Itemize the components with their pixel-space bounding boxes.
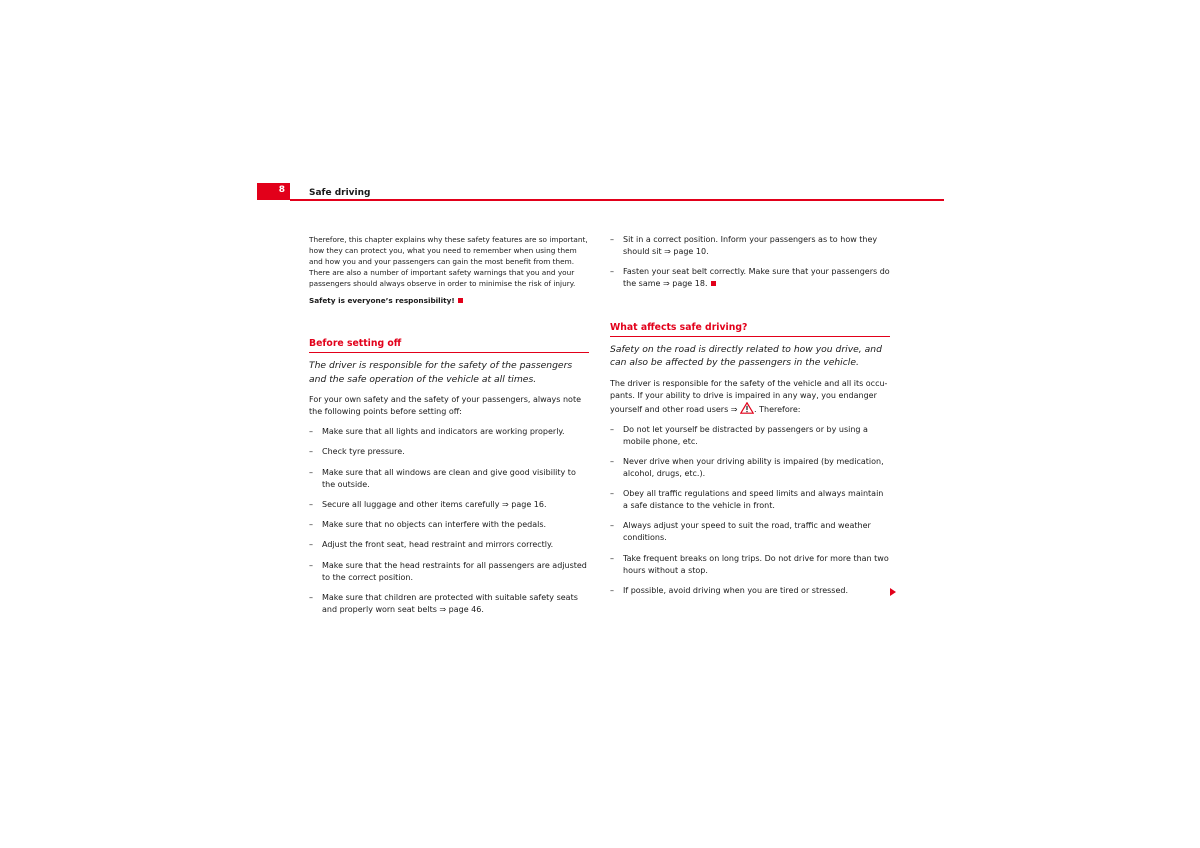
checklist-safe-driving xyxy=(610,424,890,597)
checklist-before-setting-off xyxy=(309,426,589,616)
end-square-icon xyxy=(711,281,716,286)
section-intro: Safety on the road is directly related to how you drive, and can also be affected by the passengers in the vehicle. xyxy=(610,343,882,369)
list-item: – Never drive when your driving ability is impaired (by medication, alcohol, drugs, etc.). xyxy=(610,456,890,480)
page-number: 8 xyxy=(278,185,285,195)
section-lead-text: The driver is responsible for the safety of the vehicle and all its occu-pants. If your ability to drive is impaired in any way, you endanger yourself and other road users ⇒ xyxy=(610,378,888,414)
checklist-continued xyxy=(610,234,890,290)
list-item: – Sit in a correct position. Inform your passengers as to how they should sit ⇒ page 10. xyxy=(610,234,890,258)
list-item: – Obey all traffic regulations and speed limits and always maintain a safe distance to the vehicle in front. xyxy=(610,488,890,512)
running-title: Safe driving xyxy=(309,188,371,198)
list-item: – Adjust the front seat, head restraint and mirrors correctly. xyxy=(309,539,589,551)
header-divider xyxy=(290,199,944,201)
section-lead xyxy=(610,378,890,416)
responsibility-line xyxy=(309,295,589,306)
intro-paragraph: Therefore, this chapter explains why these safety features are so important, how they can protect you, what you need to remember when using them and how you and your passengers can gain the most benefit from them. There are also a number of important safety warnings that you and your passengers should always observe in order to minimise the risk of injury. xyxy=(309,235,588,288)
list-item: – Always adjust your speed to suit the road, traffic and weather conditions. xyxy=(610,520,890,544)
section-heading-before-setting-off: Before setting off xyxy=(309,337,589,353)
list-item: – Check tyre pressure. xyxy=(309,446,589,458)
list-item: – Make sure that no objects can interfere with the pedals. xyxy=(309,519,589,531)
section-intro: The driver is responsible for the safety of the passengers and the safe operation of the vehicle at all times. xyxy=(309,360,573,385)
left-column xyxy=(309,234,589,624)
section-heading-what-affects-safe-driving: What affects safe driving? xyxy=(610,321,890,337)
list-item: – Take frequent breaks on long trips. Do not drive for more than two hours without a stop. xyxy=(610,553,890,577)
end-square-icon xyxy=(458,298,463,303)
list-item: – Secure all luggage and other items carefully ⇒ page 16. xyxy=(309,499,589,511)
list-item: – Make sure that children are protected with suitable safety seats and properly worn seat belts ⇒ page 46. xyxy=(309,592,589,616)
page-number-badge xyxy=(257,183,290,200)
list-item: – Make sure that all lights and indicators are working properly. xyxy=(309,426,589,438)
list-item-text: Fasten your seat belt correctly. Make sure that your passengers do the same ⇒ page 18. xyxy=(623,267,890,289)
list-item xyxy=(610,266,890,290)
list-item: – Make sure that all windows are clean and give good visibility to the outside. xyxy=(309,467,589,491)
list-item: – Make sure that the head restraints for all passengers are adjusted to the correct position. xyxy=(309,560,589,584)
warning-triangle-icon xyxy=(740,402,754,414)
right-column xyxy=(610,234,890,605)
section-lead: For your own safety and the safety of your passengers, always note the following points before setting off: xyxy=(309,395,582,416)
section-lead-tail: . Therefore: xyxy=(754,404,801,414)
continue-arrow-icon xyxy=(890,588,896,596)
list-item: – If possible, avoid driving when you are tired or stressed. xyxy=(610,585,890,597)
list-item: – Do not let yourself be distracted by passengers or by using a mobile phone, etc. xyxy=(610,424,890,448)
responsibility-text: Safety is everyone’s responsibility! xyxy=(309,296,455,305)
